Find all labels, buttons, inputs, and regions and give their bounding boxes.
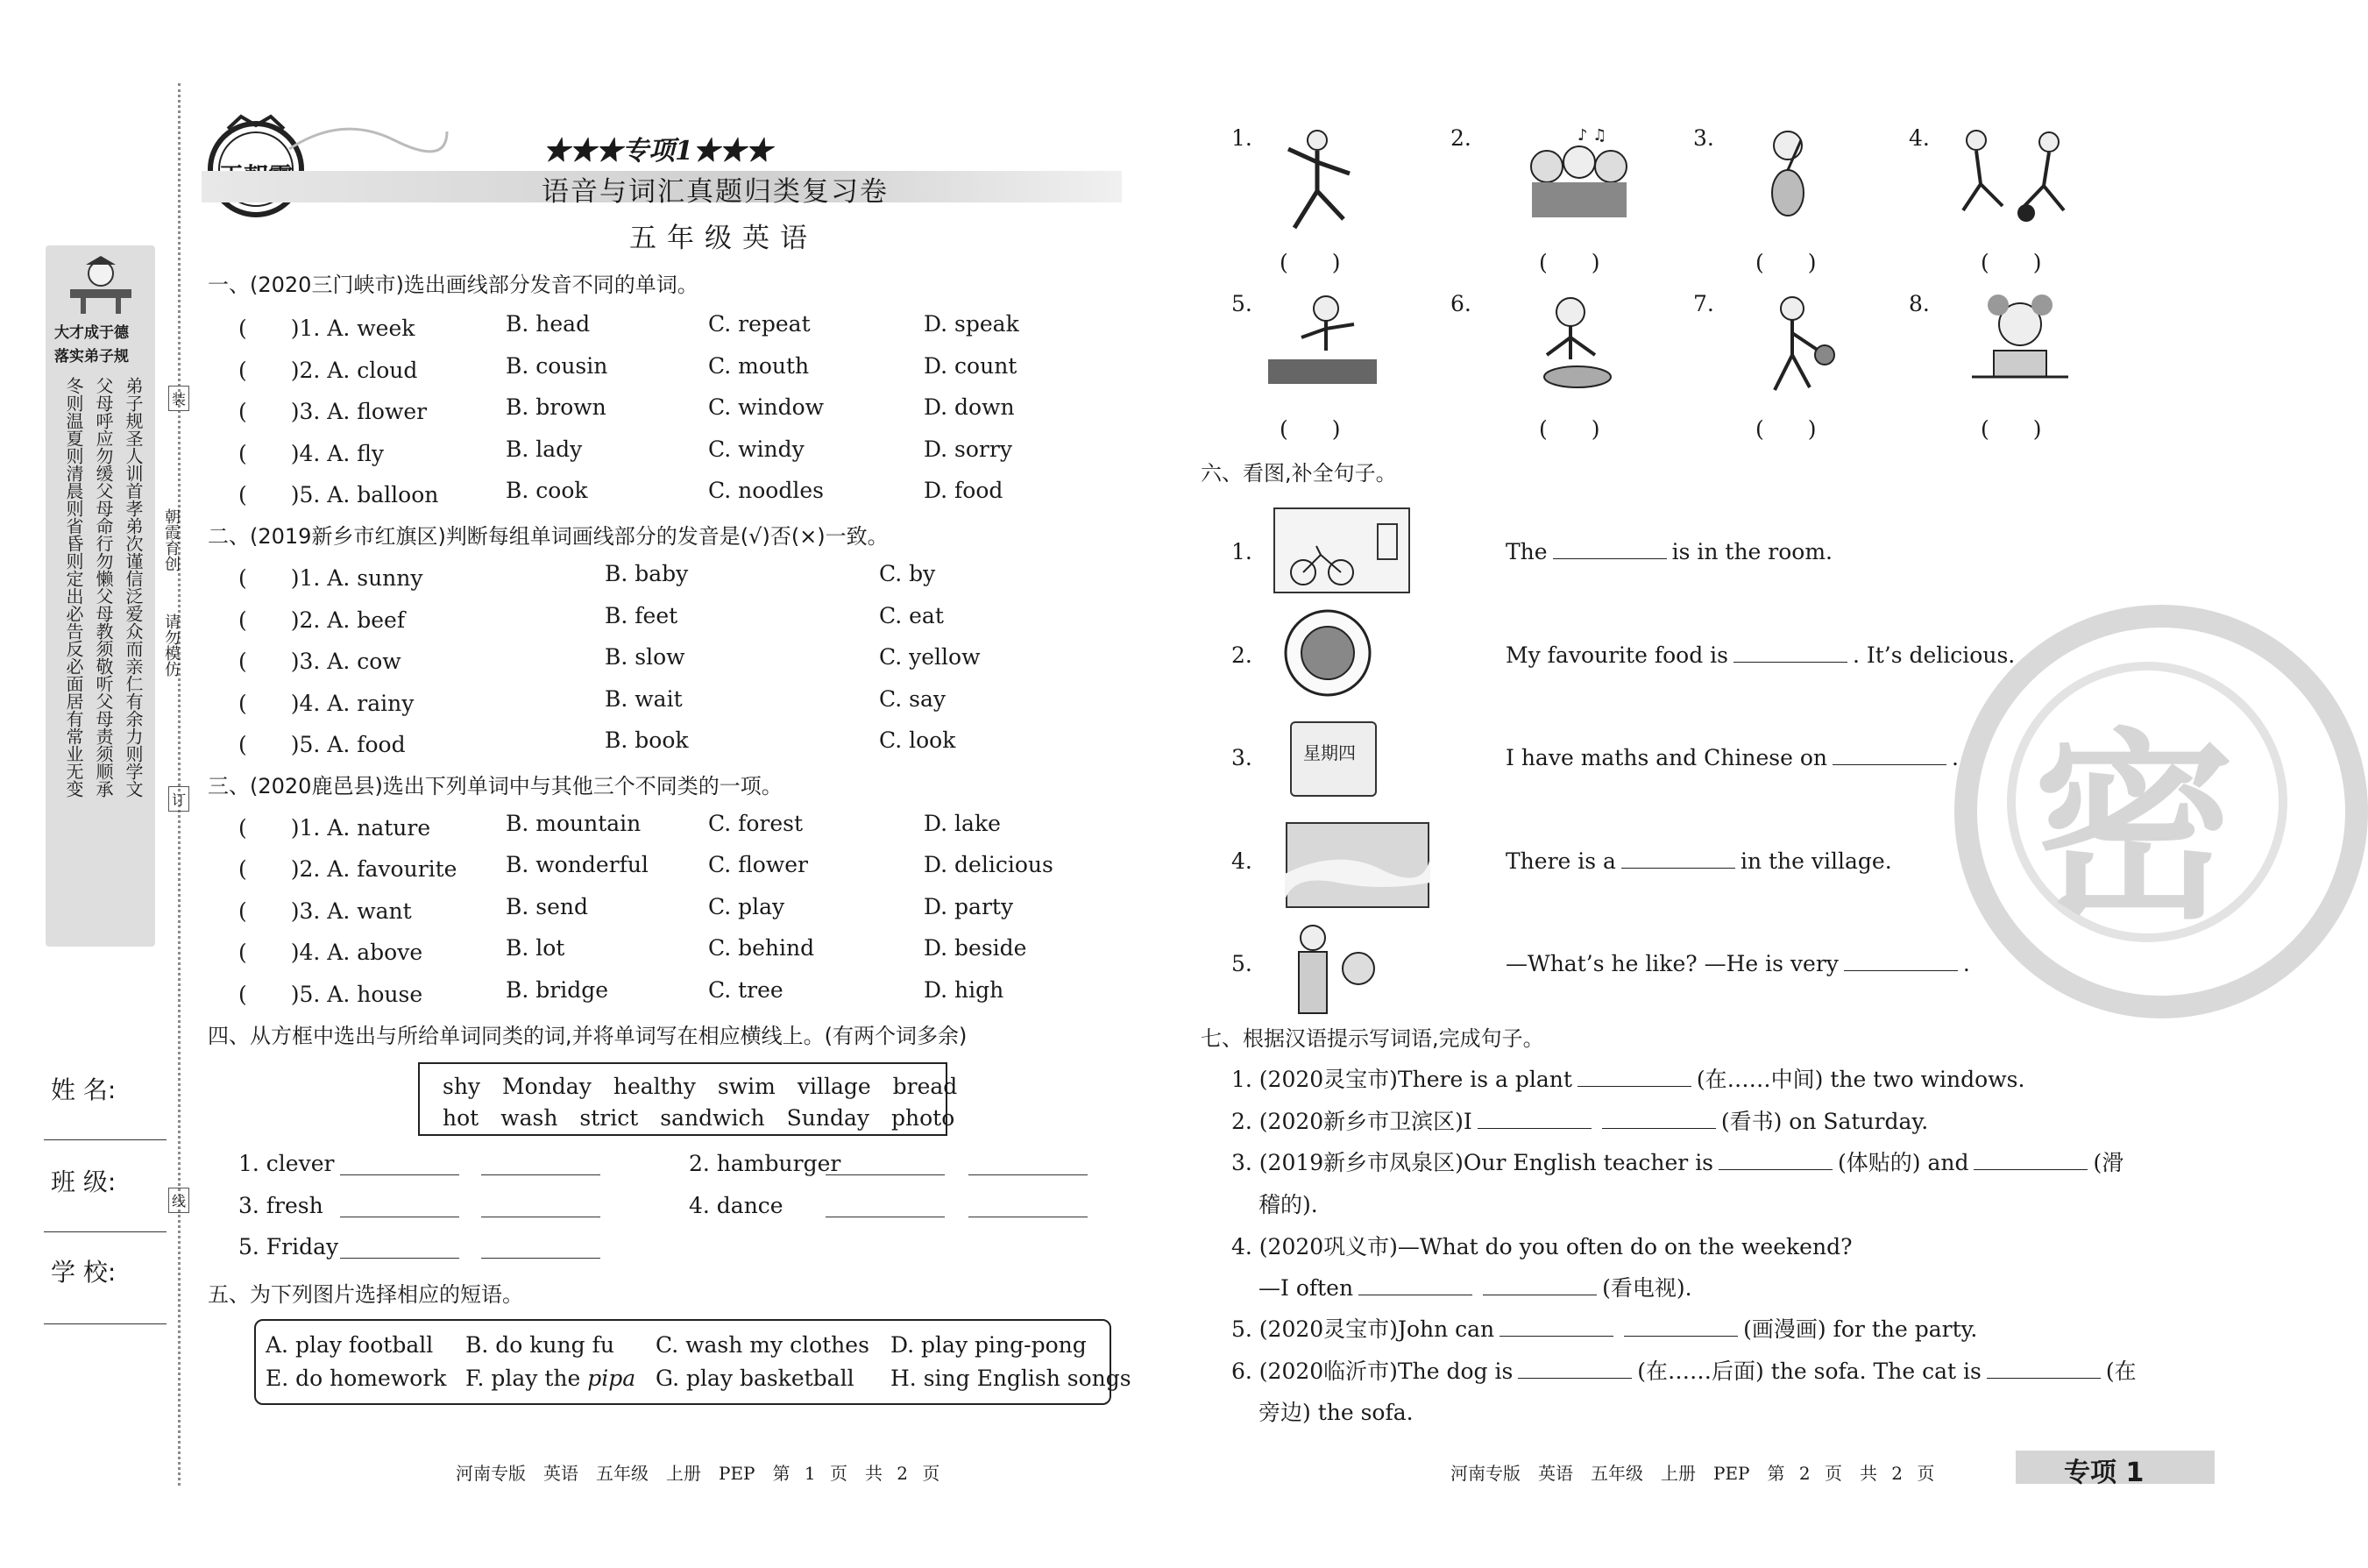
corner-label: 专项 1 (2064, 1458, 2145, 1488)
footer-right: 河南专版 英语 五年级 上册 PEP 第 2 页 共 2 页 (1450, 1463, 1935, 1484)
name-line[interactable] (44, 1139, 167, 1140)
phrase-d: D. play ping-pong (890, 1332, 1087, 1358)
phrase-a: A. play football (266, 1332, 434, 1358)
sec2-q2-a: ( )2. A. beef (238, 607, 406, 633)
side-label-1: 朝霞育创 (162, 508, 181, 571)
sec2-q3-b: B. slow (605, 644, 685, 670)
pic-answer-2[interactable]: ( ) (1539, 250, 1600, 275)
sec7-line-6b: 旁边) the sofa. (1258, 1400, 1414, 1425)
sec2-q5-a: ( )5. A. food (238, 732, 406, 757)
sec7-line-5: 5. (2020灵宝市)John can (画漫画) for the party. (1231, 1316, 1978, 1342)
side-label-2: 请勿模仿 (162, 614, 181, 677)
pic-answer-6[interactable]: ( ) (1539, 416, 1600, 442)
svg-text:♪ ♫: ♪ ♫ (1577, 126, 1607, 145)
sec6-sentence-5: —What’s he like? —He is very . (1506, 951, 1970, 976)
sec4-item4: 4. dance (689, 1193, 783, 1218)
class-label: 班 级: (51, 1167, 117, 1196)
sec3-q4-b: B. lot (506, 935, 565, 961)
sec4-blank[interactable] (481, 1174, 600, 1175)
sec3-q5-b: B. bridge (506, 977, 609, 1003)
special-title: ★★★专项1★★★ (543, 136, 772, 167)
phrase-h: H. sing English songs (890, 1366, 1131, 1391)
sec7-line-2: 2. (2020新乡市卫滨区)I (看书) on Saturday. (1231, 1109, 1929, 1134)
sec5-title: 五、为下列图片选择相应的短语。 (208, 1282, 523, 1307)
sec3-q2-c: C. flower (708, 852, 809, 877)
pic-num-4: 4. (1909, 125, 1930, 151)
calendar-text: 星期四 (1303, 742, 1356, 763)
sec3-q3-d: D. party (924, 894, 1014, 919)
sec2-q4-a: ( )4. A. rainy (238, 691, 415, 716)
sec2-q1-c: C. by (879, 561, 936, 586)
pic-answer-3[interactable]: ( ) (1755, 250, 1817, 275)
seal-char-2: 订 (168, 786, 189, 812)
sec4-blank[interactable] (826, 1174, 945, 1175)
word-box-row2: hot wash strict sandwich Sunday photo (443, 1105, 955, 1131)
sec1-title: 一、(2020三门峡市)选出画线部分发音不同的单词。 (208, 273, 698, 297)
funny-man-picture (1288, 920, 1385, 1017)
sec7-line-1: 1. (2020灵宝市)There is a plant (在……中间) the two windows. (1231, 1067, 2025, 1092)
sec1-q2-a: ( )2. A. cloud (238, 358, 418, 383)
river-village-picture (1285, 821, 1430, 909)
sec1-q5-a: ( )5. A. balloon (238, 482, 439, 507)
sec3-q4-c: C. behind (708, 935, 815, 961)
sec7-title: 七、根据汉语提示写词语,完成句子。 (1201, 1026, 1544, 1051)
sec6-sentence-2: My favourite food is . It’s delicious. (1506, 642, 2016, 668)
sec7-line-3: 3. (2019新乡市凤泉区)Our English teacher is (体贴的) and (滑 (1231, 1150, 2124, 1175)
sec3-q3-b: B. send (506, 894, 588, 919)
sec3-q4-a: ( )4. A. above (238, 940, 423, 965)
school-label: 学 校: (51, 1258, 117, 1287)
phrase-g: G. play basketball (656, 1366, 854, 1391)
sec4-title: 四、从方框中选出与所给单词同类的词,并将单词写在相应横线上。(有两个词多余) (208, 1024, 968, 1048)
sec1-q2-b: B. cousin (506, 353, 608, 379)
sec3-q1-c: C. forest (708, 811, 804, 836)
sec3-q5-d: D. high (924, 977, 1004, 1003)
motto-bottom: 落实弟子规 (54, 348, 129, 365)
sec1-q2-c: C. mouth (708, 353, 810, 379)
sec3-title: 三、(2020鹿邑县)选出下列单词中与其他三个不同类的一项。 (208, 774, 783, 798)
sec1-q2-d: D. count (924, 353, 1017, 379)
sec7-line-6: 6. (2020临沂市)The dog is (在……后面) the sofa. The cat is (在 (1231, 1359, 2137, 1384)
sec6-num-2: 2. (1231, 642, 1252, 668)
pic-answer-7[interactable]: ( ) (1755, 416, 1817, 442)
school-line[interactable] (44, 1323, 167, 1324)
sec1-q5-c: C. noodles (708, 478, 824, 503)
bike-in-room-picture (1273, 507, 1411, 594)
pipa-illustration (1753, 123, 1832, 232)
sec6-title: 六、看图,补全句子。 (1201, 461, 1397, 486)
sec1-q3-d: D. down (924, 394, 1015, 420)
phrase-e: E. do homework (266, 1366, 447, 1391)
sec4-item1: 1. clever (238, 1151, 335, 1176)
sec7-line-3b: 稽的). (1258, 1192, 1318, 1217)
seal-char-3: 线 (168, 1188, 189, 1213)
sec1-q3-c: C. window (708, 394, 825, 420)
sec2-q5-c: C. look (879, 727, 956, 753)
sec2-q2-b: B. feet (605, 603, 678, 628)
sec4-blank[interactable] (968, 1174, 1088, 1175)
sec4-item5: 5. Friday (238, 1234, 339, 1259)
phrase-c: C. wash my clothes (656, 1332, 869, 1358)
sec4-blank[interactable] (481, 1258, 600, 1259)
sec6-num-3: 3. (1231, 745, 1252, 770)
sec7-line-4b: —I often (看电视). (1258, 1275, 1692, 1301)
sec3-q4-d: D. beside (924, 935, 1027, 961)
scholar-illustration (61, 254, 140, 316)
sec6-num-1: 1. (1231, 539, 1252, 564)
sec6-num-4: 4. (1231, 848, 1252, 874)
sec1-q1-b: B. head (506, 311, 591, 337)
binding-dotted-line (178, 83, 181, 1486)
sec1-q1-c: C. repeat (708, 311, 811, 337)
sec1-q4-d: D. sorry (924, 436, 1012, 462)
washing-clothes-illustration (1525, 289, 1621, 399)
phrase-b: B. do kung fu (465, 1332, 614, 1358)
sec1-q3-b: B. brown (506, 394, 606, 420)
pic-answer-1[interactable]: ( ) (1280, 250, 1341, 275)
sec1-q4-a: ( )4. A. fly (238, 441, 385, 466)
singing-illustration (1516, 123, 1639, 228)
sec3-q2-d: D. delicious (924, 852, 1053, 877)
pic-num-6: 6. (1450, 291, 1471, 316)
pic-num-8: 8. (1909, 291, 1930, 316)
sec1-q3-a: ( )3. A. flower (238, 399, 428, 424)
sec6-num-5: 5. (1231, 951, 1252, 976)
pic-num-7: 7. (1693, 291, 1714, 316)
pic-num-2: 2. (1450, 125, 1471, 151)
sec1-q4-b: B. lady (506, 436, 583, 462)
sec3-q2-a: ( )2. A. favourite (238, 856, 457, 882)
sec3-q5-a: ( )5. A. house (238, 982, 423, 1007)
sec3-q1-a: ( )1. A. nature (238, 815, 431, 841)
sec1-q1-a: ( )1. A. week (238, 316, 415, 341)
sec1-q1-d: D. speak (924, 311, 1019, 337)
name-label: 姓 名: (51, 1075, 117, 1104)
phrase-f: F. play the pipa (465, 1366, 636, 1391)
noodle-plate-picture (1282, 607, 1374, 699)
sec3-q5-c: C. tree (708, 977, 783, 1003)
sec3-q3-c: C. play (708, 894, 785, 919)
kung-fu-illustration (1266, 123, 1372, 237)
seal-char-1: 装 (168, 386, 189, 411)
main-title: 语音与词汇真题归类复习卷 (542, 176, 889, 208)
sec2-q5-b: B. book (605, 727, 689, 753)
motto-top: 大才成于德 (54, 324, 129, 342)
sec3-q2-b: B. wonderful (506, 852, 649, 877)
pic-answer-4[interactable]: ( ) (1981, 250, 2042, 275)
sec3-q1-b: B. mountain (506, 811, 642, 836)
sec1-q5-b: B. cook (506, 478, 588, 503)
sec4-item3: 3. fresh (238, 1193, 323, 1218)
pic-answer-5[interactable]: ( ) (1280, 416, 1341, 442)
motto-column-3: 冬则温夏则清晨则省昏则定出必告反必面居有常业无变 (63, 377, 84, 798)
pic-num-5: 5. (1231, 291, 1252, 316)
sec6-sentence-4: There is a in the village. (1506, 848, 1892, 874)
class-line[interactable] (44, 1231, 167, 1232)
sec2-q3-c: C. yellow (879, 644, 981, 670)
seal-stamp-char: 密 (2033, 713, 2236, 947)
sec1-q5-d: D. food (924, 478, 1003, 503)
football-illustration (1946, 123, 2086, 228)
footer-left: 河南专版 英语 五年级 上册 PEP 第 1 页 共 2 页 (456, 1463, 940, 1484)
sec6-sentence-3: I have maths and Chinese on . (1506, 745, 1959, 770)
homework-illustration (1972, 289, 2068, 394)
sec3-q1-d: D. lake (924, 811, 1001, 836)
subtitle: 五年级英语 (629, 223, 818, 254)
sec2-q1-b: B. baby (605, 561, 689, 586)
pic-num-1: 1. (1231, 125, 1252, 151)
ping-pong-illustration (1266, 289, 1380, 394)
sec2-q4-c: C. say (879, 686, 946, 712)
sec4-blank[interactable] (340, 1174, 459, 1175)
basketball-illustration (1753, 289, 1840, 399)
sec2-q4-b: B. wait (605, 686, 683, 712)
sec3-q3-a: ( )3. A. want (238, 898, 412, 924)
sec4-item2: 2. hamburger (689, 1151, 841, 1176)
sec2-q3-a: ( )3. A. cow (238, 649, 401, 674)
ribbon-decoration (289, 114, 447, 167)
motto-column-2: 父母呼应勿缓父母命行勿懒父母教须敬听父母责须顺承 (93, 377, 114, 798)
sec1-q4-c: C. windy (708, 436, 805, 462)
sec2-q1-a: ( )1. A. sunny (238, 565, 423, 591)
word-box-row1: shy Monday healthy swim village bread (443, 1074, 958, 1099)
pic-answer-8[interactable]: ( ) (1981, 416, 2042, 442)
pic-num-3: 3. (1693, 125, 1714, 151)
sec2-q2-c: C. eat (879, 603, 944, 628)
sec6-sentence-1: The is in the room. (1506, 539, 1833, 564)
sec7-line-4: 4. (2020巩义市)—What do you often do on the weekend? (1231, 1234, 1853, 1259)
sec4-blank[interactable] (340, 1258, 459, 1259)
sec2-title: 二、(2019新乡市红旗区)判断每组单词画线部分的发音是(√)否(×)一致。 (208, 524, 889, 549)
motto-column-1: 弟子规圣人训首孝弟次谨信泛爱众而亲仁有余力则学文 (123, 377, 144, 798)
